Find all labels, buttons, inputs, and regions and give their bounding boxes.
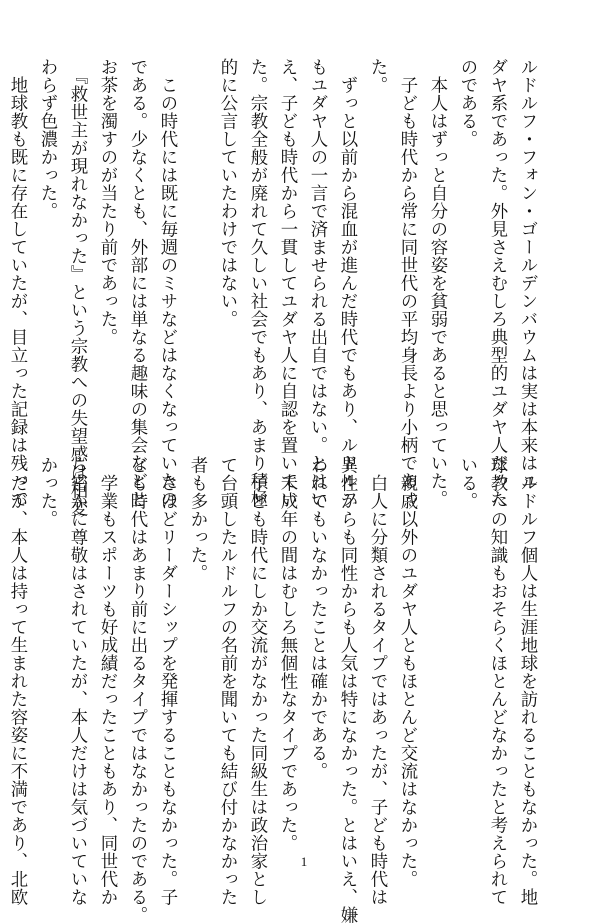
text-line: 異性からも同性からも人気は特になかった。とはいえ、嫌: [337, 456, 357, 924]
text-line: え、子ども時代から一貫してユダヤ人に自認を置いてい: [277, 58, 297, 508]
text-line: 本人はずっと自分の容姿を貧弱であると思っていた。: [427, 58, 447, 508]
text-line: 子ども時代にしか交流がなかった同級生は政治家とし: [247, 456, 267, 906]
text-line: 者も多かった。: [187, 456, 207, 582]
text-line: ずっと以前から混血が進んだ時代でもあり、ルドルフ: [337, 58, 357, 508]
text-line: さほどリーダーシップを発揮することもなかった。子: [157, 456, 177, 906]
text-line: 親戚以外のユダヤ人ともほとんど交流はなかった。: [397, 456, 417, 888]
text-line: である。少なくとも、外部には単なる趣味の集会などと: [127, 58, 147, 508]
text-line: ダヤ系であった。外見さえむしろ典型的ユダヤ人だった: [487, 58, 507, 508]
text-line: 地球教も既に存在していたが、目立った記録は残って: [7, 58, 27, 508]
text-line: て台頭したルドルフの名前を聞いても結び付かなかった: [217, 456, 237, 906]
blank-line: [422, 456, 452, 826]
text-line: ルドルフ・フォン・ゴールデンバウムは実は本来はユ: [517, 58, 537, 490]
text-line: 未成年の間はむしろ無個性なタイプであった。: [277, 456, 297, 852]
text-line: いる。: [457, 456, 477, 510]
text-line: 子ども時代から常に同世代の平均身長より小柄であっ: [397, 58, 417, 508]
text-line: かった。: [37, 456, 57, 528]
text-line: 白人に分類されるタイプではあったが、子ども時代は: [367, 456, 387, 906]
text-line: のである。: [457, 58, 477, 148]
text-line: わらず色濃かった。: [37, 58, 57, 220]
text-line: われてもいなかったことは確かである。: [307, 456, 327, 780]
text-line: この時代には既に毎週のミサなどはなくなっていたの: [157, 58, 177, 508]
text-line: お茶を濁すのが当たり前であった。: [97, 58, 117, 346]
text-line: だが、本人は持って生まれた容姿に不満であり、北欧: [7, 456, 27, 906]
text-line: 学業もスポーツも好成績だったこともあり、同世代か: [97, 456, 117, 906]
text-line: た。宗教全般が廃れて久しい社会でもあり、あまり積極: [247, 58, 267, 508]
page-number: 1: [300, 854, 308, 869]
text-line: 『救世主が現れなかった』という宗教への失望感は相変: [67, 58, 87, 518]
text-line: ら密かに尊敬はされていたが、本人だけは気づいていな: [67, 456, 87, 906]
blank-line: [182, 58, 212, 400]
text-line: 的に公言していたわけではない。: [217, 58, 237, 328]
text-line: もユダヤ人の一言で済ませられる出自ではない。とはい: [307, 58, 327, 508]
text-block-bottom: [0, 456, 542, 924]
text-line: 球教への知識もおそらくほとんどなかったと考えられて: [487, 456, 507, 906]
text-line: [0, 456, 2, 826]
text-line: ルドルフ個人は生涯地球を訪れることもなかった。地: [517, 456, 537, 906]
text-line: た。: [367, 58, 387, 94]
text-line: ども時代はあまり前に出るタイプではなかったのである。: [127, 456, 147, 924]
